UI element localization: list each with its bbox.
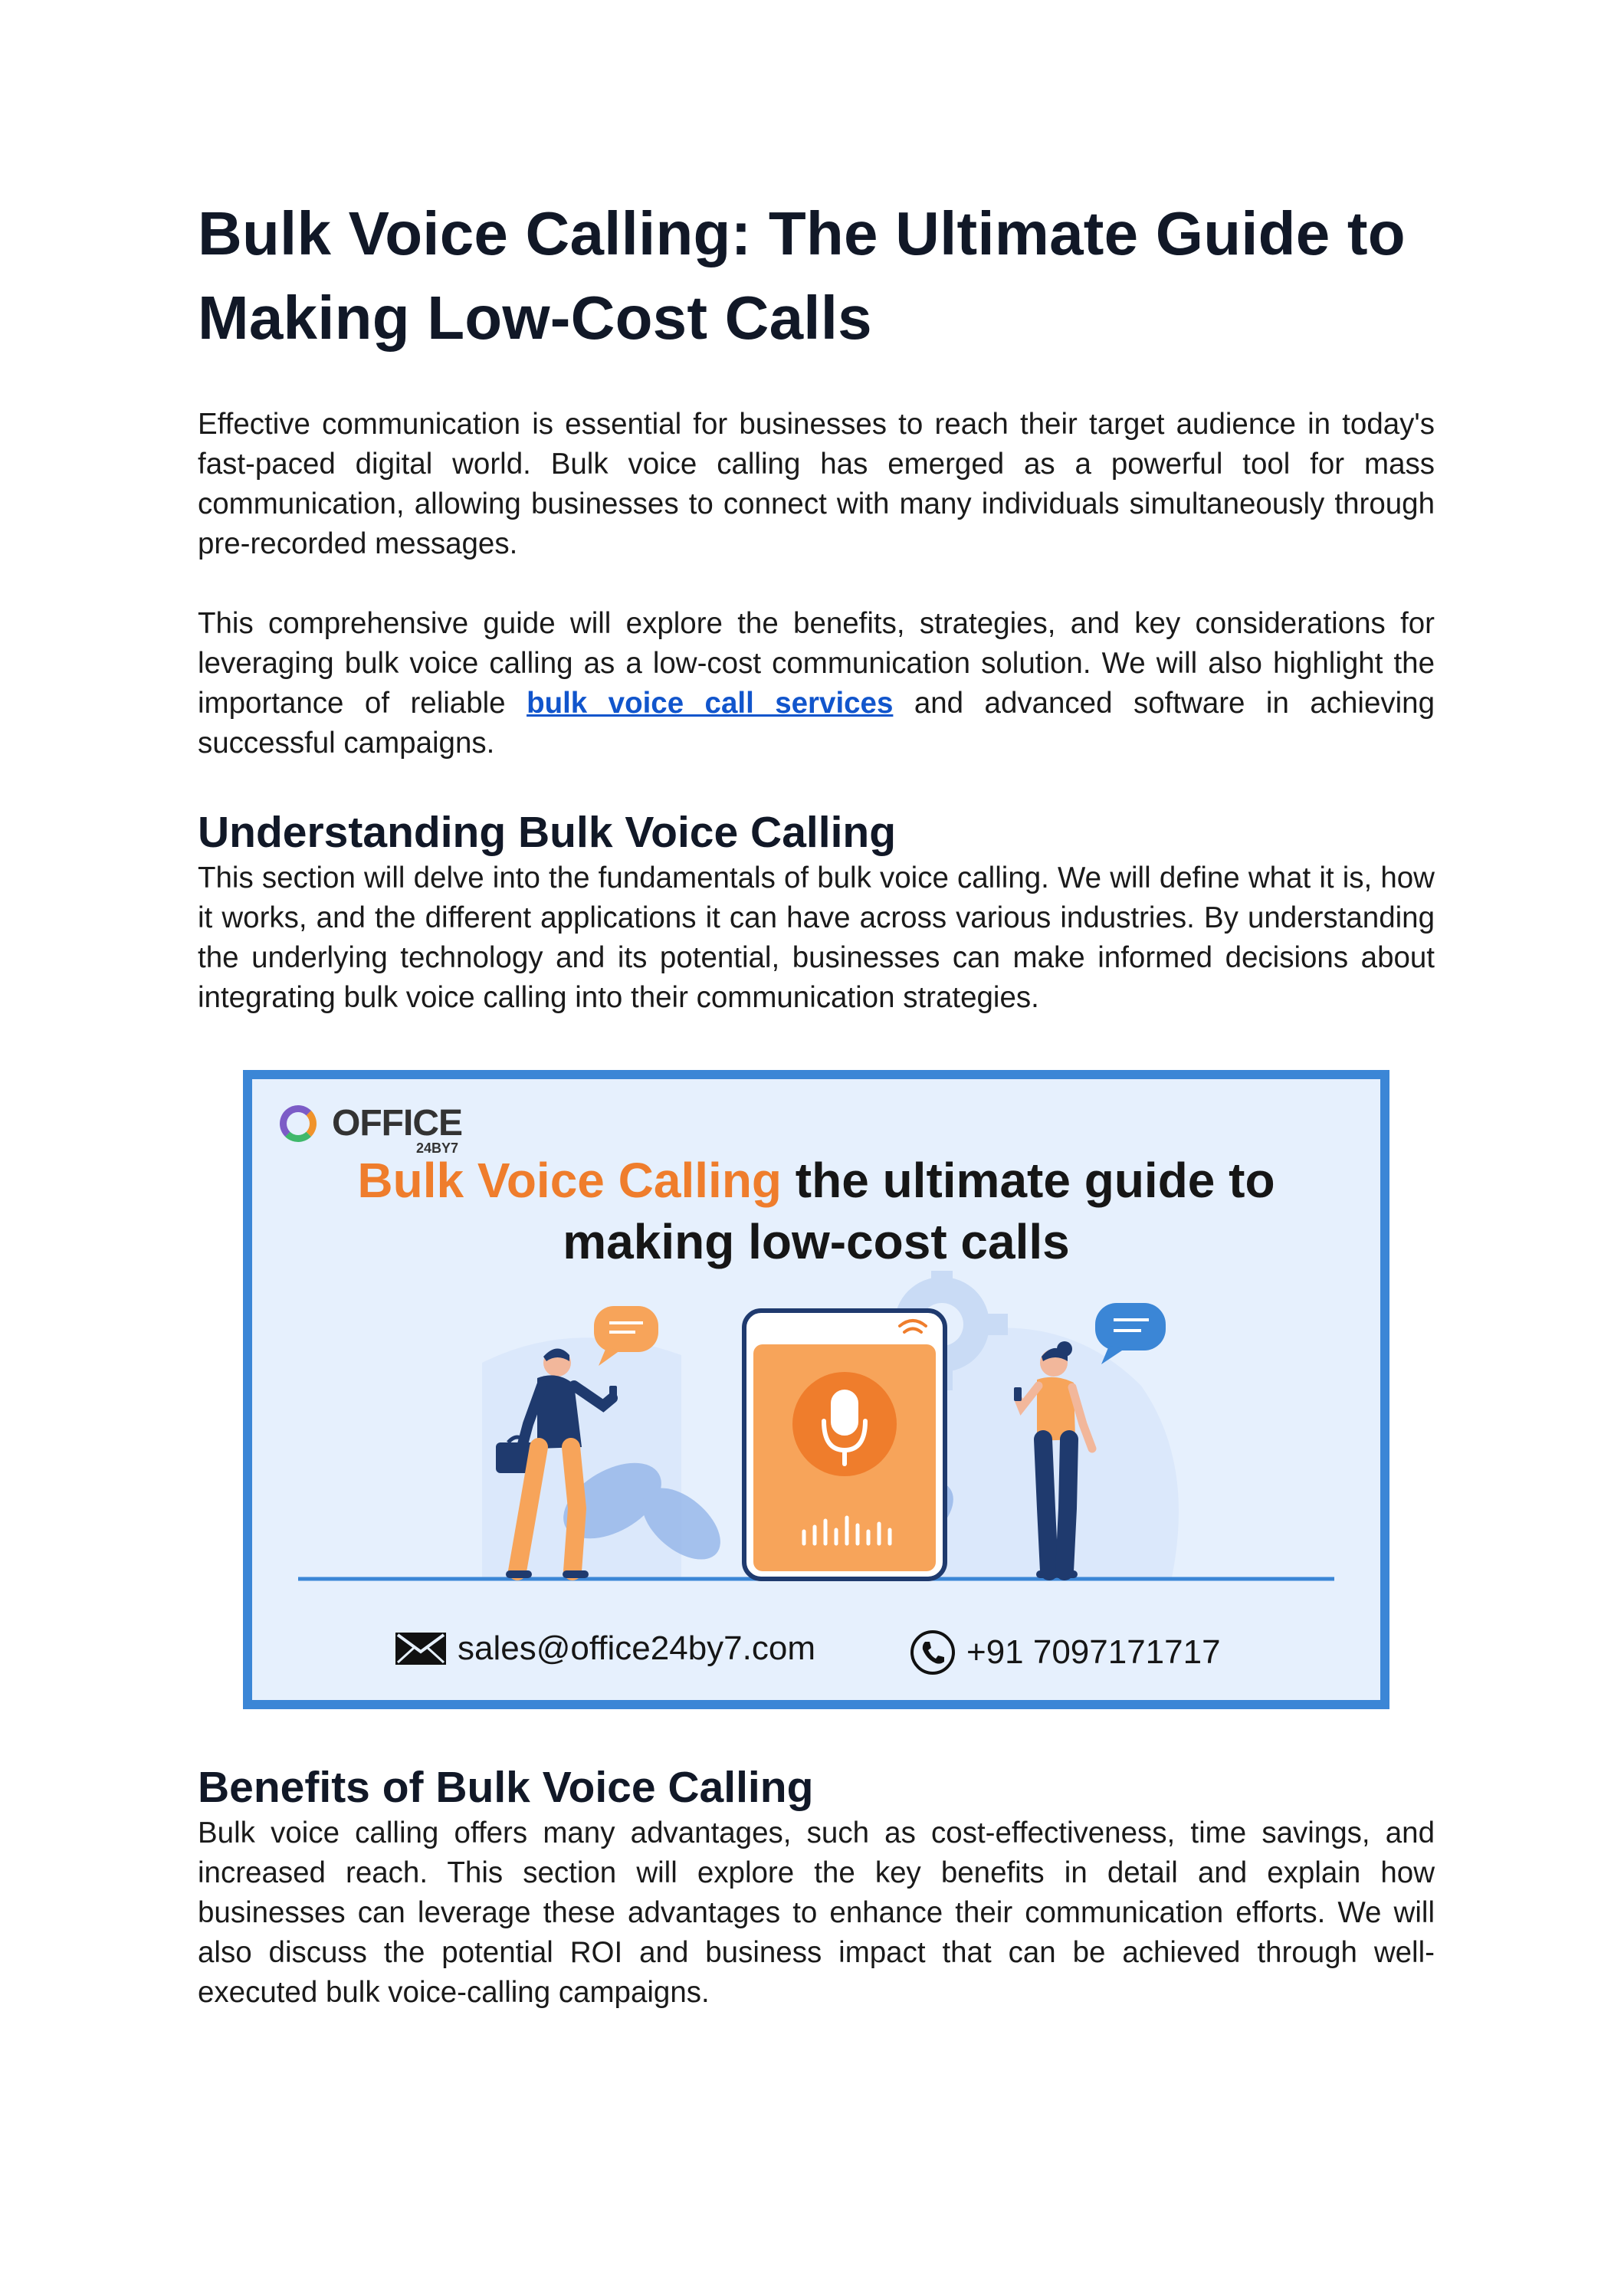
contact-phone	[910, 1629, 1221, 1675]
section-body-benefits: Bulk voice calling offers many advantages, such as cost-effectiveness, time savings, and increased reach. This section will explore the key benefits in detail and explain how businesses can leverage these advantages to enhance their communication efforts. We will also discuss the potential ROI and business impact that can be achieved through well-executed bulk voice-calling campaigns.	[198, 1816, 1435, 2009]
phone-text: +91 7097171717	[966, 1633, 1221, 1671]
intro-paragraph-2-start: This comprehensive guide will explore the benefits, strategies, and key considerations for leveraging bulk voice calling as a low-cost communication solution. We will also highlight the importance of reliable	[198, 607, 1435, 720]
banner-title-line1: the ultimate guide to	[782, 1153, 1275, 1208]
contact-email	[395, 1629, 815, 1668]
office24by7-logo	[280, 1102, 487, 1156]
illustration	[252, 1271, 1380, 1593]
section-body-understanding: This section will delve into the fundamentals of bulk voice calling. We will define what it is, how it works, and the different applications it can have across various industries. By understanding the underlying technology and its potential, businesses can make informed decisions about integrating bulk voice calling into their communication strategies.	[198, 861, 1435, 1014]
smartphone-illustration	[744, 1311, 945, 1579]
banner-title-highlight: Bulk Voice Calling	[357, 1153, 782, 1208]
intro-paragraph-2	[198, 604, 1435, 763]
document-page	[198, 192, 1435, 2013]
page-title: Bulk Voice Calling: The Ultimate Guide to Making Low-Cost Calls	[198, 199, 1406, 352]
banner-image	[243, 1070, 1389, 1709]
email-text: sales@office24by7.com	[458, 1629, 815, 1667]
banner-contact-row	[252, 1629, 1380, 1675]
section-heading-understanding: Understanding Bulk Voice Calling	[198, 808, 897, 857]
envelope-icon	[395, 1632, 447, 1666]
banner-title-line2: making low-cost calls	[563, 1214, 1070, 1269]
logo-q-icon	[280, 1105, 317, 1142]
intro-paragraph-1: Effective communication is essential for businesses to reach their target audience in today's fast-paced digital world. Bulk voice calling has emerged as a powerful tool for mass communication, allowing businesses to connect with many individuals simultaneously through pre-recorded messages.	[198, 408, 1435, 560]
section-heading-benefits: Benefits of Bulk Voice Calling	[198, 1763, 814, 1812]
logo-wordmark: OFFICE	[332, 1103, 462, 1144]
chat-bubble-blue-icon	[1095, 1303, 1166, 1364]
intro-paragraph-2-end: and advanced software in achieving successful campaigns.	[198, 687, 1435, 760]
bulk-voice-call-services-link[interactable]: bulk voice call services	[527, 687, 894, 720]
phone-icon	[910, 1629, 956, 1675]
banner-title	[252, 1150, 1380, 1272]
logo-subtext: 24BY7	[416, 1140, 459, 1156]
